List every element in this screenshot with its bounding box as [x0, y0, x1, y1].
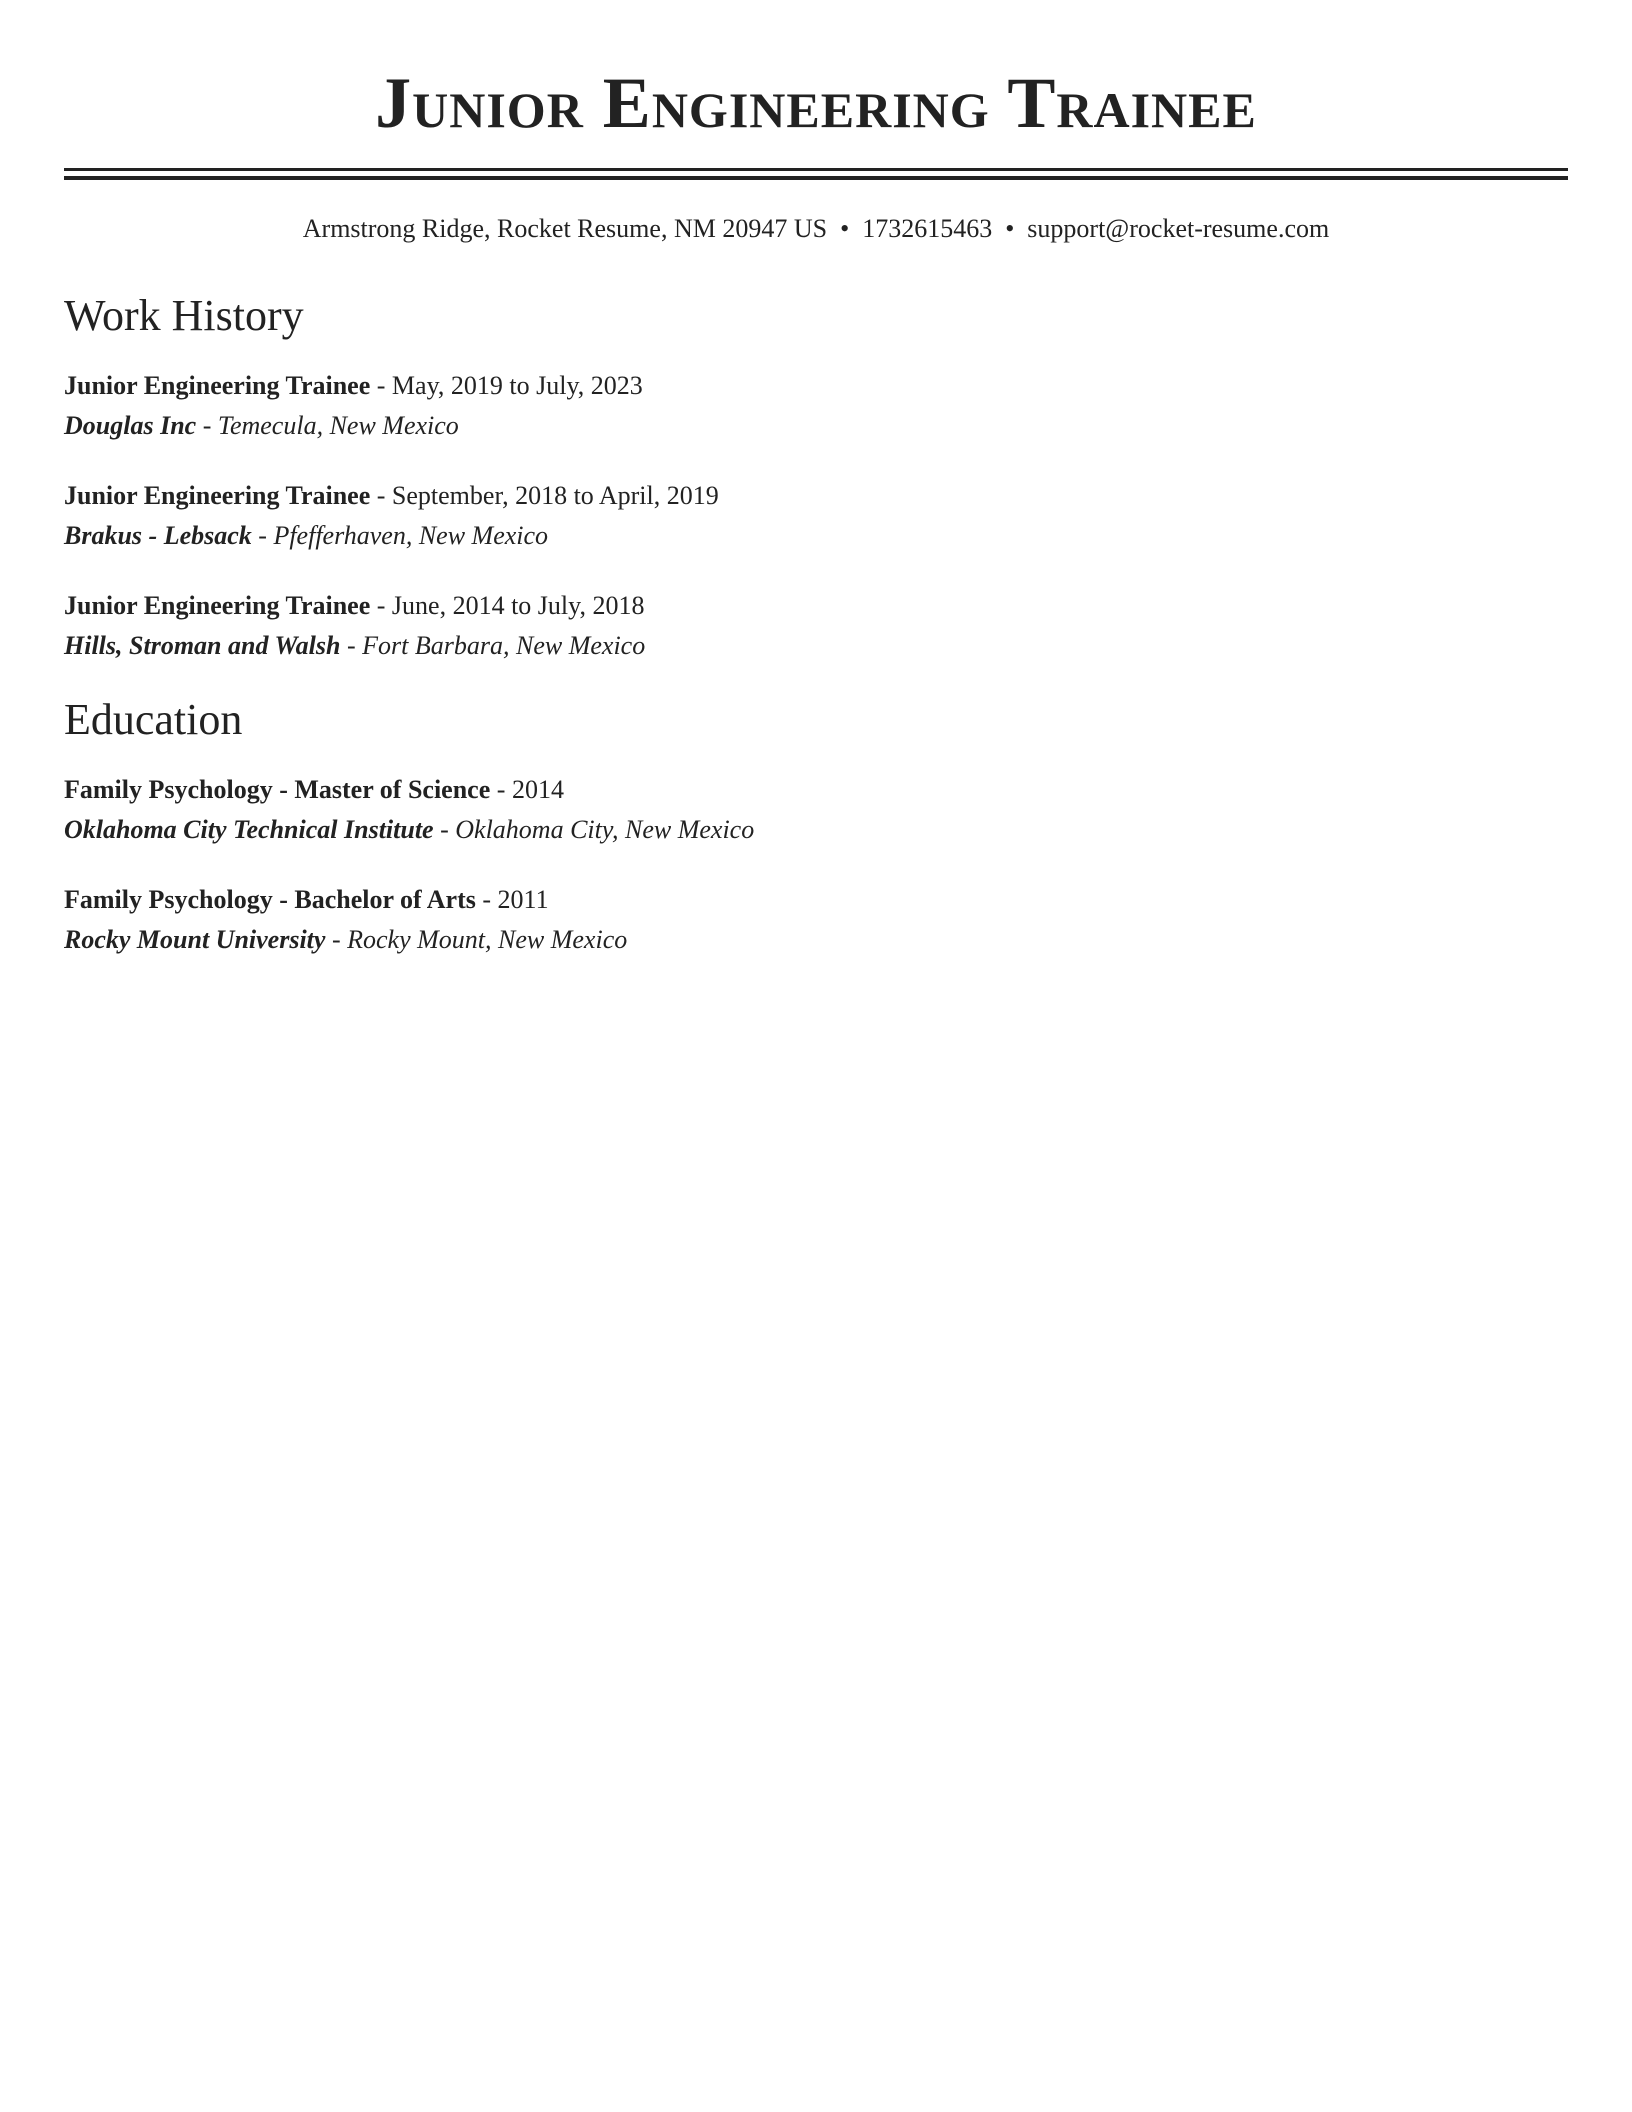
- contact-phone: 1732615463: [862, 214, 993, 243]
- education-entry-degree-line: [64, 770, 1568, 810]
- contact-address: Armstrong Ridge, Rocket Resume, NM 20947 US: [302, 214, 828, 243]
- title-rule-bottom: [64, 176, 1568, 180]
- education-year: 2014: [511, 775, 564, 804]
- work-company: Douglas Inc: [64, 411, 197, 440]
- work-entry-title-line: [64, 586, 1568, 626]
- education-location: Rocky Mount, New Mexico: [347, 925, 628, 954]
- education-entry: [64, 880, 1568, 960]
- dash-separator: -: [370, 481, 392, 510]
- work-location: Fort Barbara, New Mexico: [362, 631, 646, 660]
- dash-separator: -: [196, 411, 218, 440]
- education-year: 2011: [497, 885, 549, 914]
- education-school: Oklahoma City Technical Institute: [64, 815, 434, 844]
- work-role: Junior Engineering Trainee: [64, 371, 371, 400]
- dash-separator: -: [325, 925, 348, 954]
- education-heading: Education: [64, 695, 243, 744]
- education-degree: Family Psychology - Master of Science: [64, 775, 491, 804]
- work-entry-title-line: [64, 476, 1568, 516]
- work-entry: [64, 366, 1568, 446]
- education-school: Rocky Mount University: [64, 925, 326, 954]
- contact-email: support@rocket-resume.com: [1027, 214, 1330, 243]
- education-degree: Family Psychology - Bachelor of Arts: [64, 885, 476, 914]
- work-entry-company-line: [64, 406, 1568, 446]
- education-entry-school-line: [64, 810, 1568, 850]
- contact-line: [64, 212, 1568, 246]
- education-location: Oklahoma City, New Mexico: [455, 815, 755, 844]
- work-location: Pfefferhaven, New Mexico: [273, 521, 549, 550]
- work-company: Hills, Stroman and Walsh: [64, 631, 341, 660]
- contact-separator: •: [840, 214, 850, 243]
- work-history-heading: Work History: [64, 291, 304, 340]
- work-entry-company-line: [64, 516, 1568, 556]
- work-role: Junior Engineering Trainee: [64, 481, 371, 510]
- education-entry: [64, 770, 1568, 850]
- dash-separator: -: [251, 521, 274, 550]
- dash-separator: -: [475, 885, 498, 914]
- resume-title: Junior Engineering Trainee: [375, 63, 1257, 143]
- work-entry-company-line: [64, 626, 1568, 666]
- dash-separator: -: [370, 591, 392, 620]
- work-role: Junior Engineering Trainee: [64, 591, 371, 620]
- work-entry: [64, 476, 1568, 556]
- education-entry-degree-line: [64, 880, 1568, 920]
- dash-separator: -: [340, 631, 363, 660]
- title-rule-top: [64, 168, 1568, 171]
- dash-separator: -: [370, 371, 392, 400]
- dash-separator: -: [433, 815, 456, 844]
- work-entry-title-line: [64, 366, 1568, 406]
- work-entry: [64, 586, 1568, 666]
- work-dates: September, 2018 to April, 2019: [391, 481, 719, 510]
- work-dates: June, 2014 to July, 2018: [391, 591, 645, 620]
- dash-separator: -: [490, 775, 512, 804]
- work-location: Temecula, New Mexico: [217, 411, 459, 440]
- contact-separator: •: [1005, 214, 1015, 243]
- work-dates: May, 2019 to July, 2023: [391, 371, 643, 400]
- education-entry-school-line: [64, 920, 1568, 960]
- work-company: Brakus - Lebsack: [64, 521, 252, 550]
